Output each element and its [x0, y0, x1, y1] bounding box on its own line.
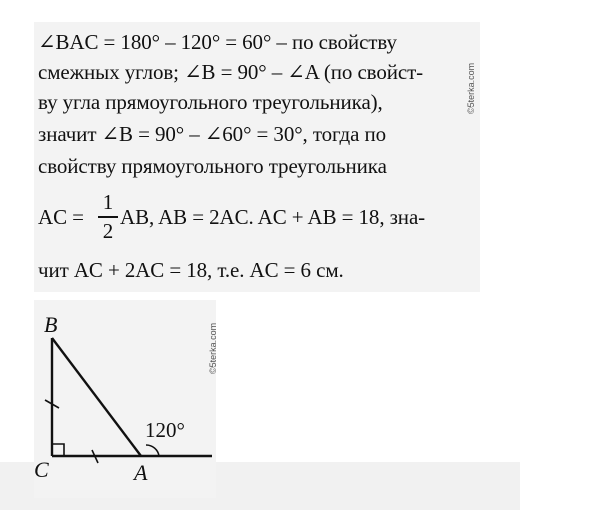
fraction-numerator: 1 [102, 190, 114, 214]
watermark-text: ©5terka.com [466, 62, 476, 114]
solution-line-7: чит AC + 2AC = 18, т.е. AC = 6 см. [38, 258, 344, 282]
label-vertex-b: B [44, 312, 58, 337]
fraction-one-half [98, 192, 118, 242]
solution-line-2: смежных углов; ∠B = 90° – ∠A (по свойст- [38, 60, 424, 84]
right-angle-mark [52, 444, 64, 456]
solution-line-6-rhs: AB, AB = 2AC. AC + AB = 18, зна- [120, 205, 426, 229]
solution-line-3: ву угла прямоугольного треугольника), [38, 90, 383, 114]
fraction-bar [98, 216, 118, 218]
triangle-figure [34, 300, 216, 498]
solution-line-4: значит ∠B = 90° – ∠60° = 30°, тогда по [38, 122, 386, 146]
angle-arc [146, 445, 159, 456]
label-vertex-a: A [134, 460, 148, 485]
watermark-text-figure: ©5terka.com [208, 322, 218, 374]
solution-line-6-lhs: AC = [38, 205, 84, 229]
solution-line-1: ∠BAC = 180° – 120° = 60° – по свойству [38, 30, 397, 54]
solution-text [34, 22, 480, 292]
hypotenuse-ab [52, 338, 141, 456]
triangle-diagram [34, 300, 216, 498]
label-vertex-c: C [34, 457, 49, 482]
fraction-denominator: 2 [102, 218, 114, 243]
solution-line-5: свойству прямоугольного треугольника [38, 154, 387, 178]
label-angle-120: 120° [145, 418, 185, 442]
